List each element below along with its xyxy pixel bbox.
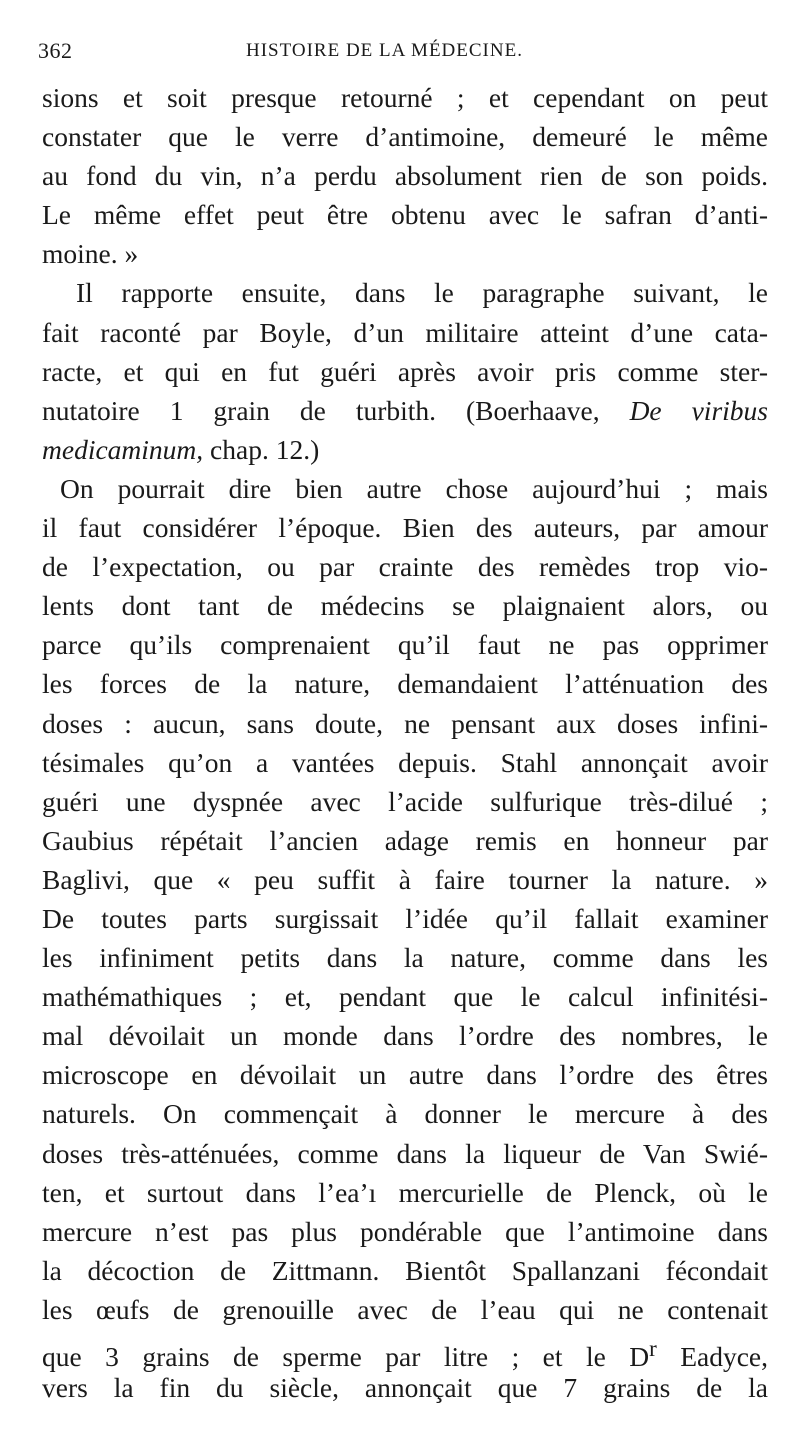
text-segment: nutatoire 1 grain de turbith. (Boerhaave, — [42, 394, 600, 426]
text-line: Baglivi, que « peu suffit à faire tourner la nature. » — [42, 863, 768, 895]
text-line: parce qu’ils comprenaient qu’il faut ne pas opprimer — [42, 629, 768, 661]
text-line: les infiniment petits dans la nature, comme dans les — [42, 942, 768, 974]
text-line: guéri une dyspnée avec l’acide sulfurique très-dilué ; — [42, 785, 768, 817]
text-line: de l’expectation, ou par crainte des remèdes trop vio- — [42, 551, 768, 583]
text-line: mercure n’est pas plus pondérable que l’antimoine dans — [42, 1215, 768, 1247]
running-title: HISTOIRE DE LA MÉDECINE. — [246, 40, 523, 61]
italic-title: De viribus — [629, 394, 768, 426]
text-line: la décoction de Zittmann. Bientôt Spallanzani fécondait — [42, 1254, 768, 1286]
text-line: naturels. On commençait à donner le mercure à des — [42, 1098, 768, 1130]
text-line-with-superscript — [42, 1329, 768, 1373]
text-line: racte, et qui en fut guéri après avoir pris comme ster- — [42, 355, 768, 387]
text-line: au fond du vin, n’a perdu absolument rien de son poids. — [42, 160, 768, 192]
text-line: les forces de la nature, demandaient l’atténuation des — [42, 668, 768, 700]
superscript: r — [649, 1336, 657, 1361]
text-line: doses : aucun, sans doute, ne pensant aux doses infini- — [42, 707, 768, 739]
text-line: il faut considérer l’époque. Bien des auteurs, par amour — [42, 512, 768, 544]
text-line: tésimales qu’on a vantées depuis. Stahl annonçait avoir — [42, 746, 768, 778]
italic-title: medicaminum, — [42, 433, 204, 465]
page-number: 362 — [38, 38, 73, 63]
text-line: constater que le verre d’antimoine, demeuré le même — [42, 121, 768, 153]
text-segment: Eadyce, — [656, 1341, 768, 1373]
text-line-with-italic — [42, 430, 768, 469]
text-line: vers la fin du siècle, annonçait que 7 grains de la — [42, 1372, 768, 1404]
text-line: moine. » — [42, 238, 139, 270]
text-line: Il rapporte ensuite, dans le paragraphe suivant, le — [76, 277, 768, 309]
text-line: ten, et surtout dans l’ea’ı mercurielle de Plenck, où le — [42, 1176, 768, 1208]
text-line: De toutes parts surgissait l’idée qu’il fallait examiner — [42, 902, 768, 934]
text-line: mal dévoilait un monde dans l’ordre des nombres, le — [42, 1020, 768, 1052]
text-segment: chap. 12.) — [210, 433, 320, 465]
text-line: Gaubius répétait l’ancien adage remis en honneur par — [42, 824, 768, 856]
text-line-with-italic — [42, 391, 768, 430]
body-text — [42, 78, 768, 1407]
text-line: sions et soit presque retourné ; et cependant on peut — [42, 82, 768, 113]
text-line: doses très-atténuées, comme dans la liqueur de Van Swié- — [42, 1137, 768, 1169]
text-line: microscope en dévoilait un autre dans l’ordre des êtres — [42, 1059, 768, 1091]
text-line: les œufs de grenouille avec de l’eau qui ne contenait — [42, 1293, 768, 1325]
text-line: lents dont tant de médecins se plaignaient alors, ou — [42, 590, 768, 622]
text-line: mathémathiques ; et, pendant que le calcul infinitési- — [42, 981, 768, 1013]
running-head — [36, 38, 766, 66]
text-line: On pourrait dire bien autre chose aujourd’hui ; mais — [60, 472, 768, 504]
text-line: fait raconté par Boyle, d’un militaire atteint d’une cata- — [42, 316, 768, 348]
text-line: Le même effet peut être obtenu avec le safran d’anti- — [42, 199, 768, 231]
text-segment: que 3 grains de sperme par litre ; et le D — [42, 1341, 650, 1373]
